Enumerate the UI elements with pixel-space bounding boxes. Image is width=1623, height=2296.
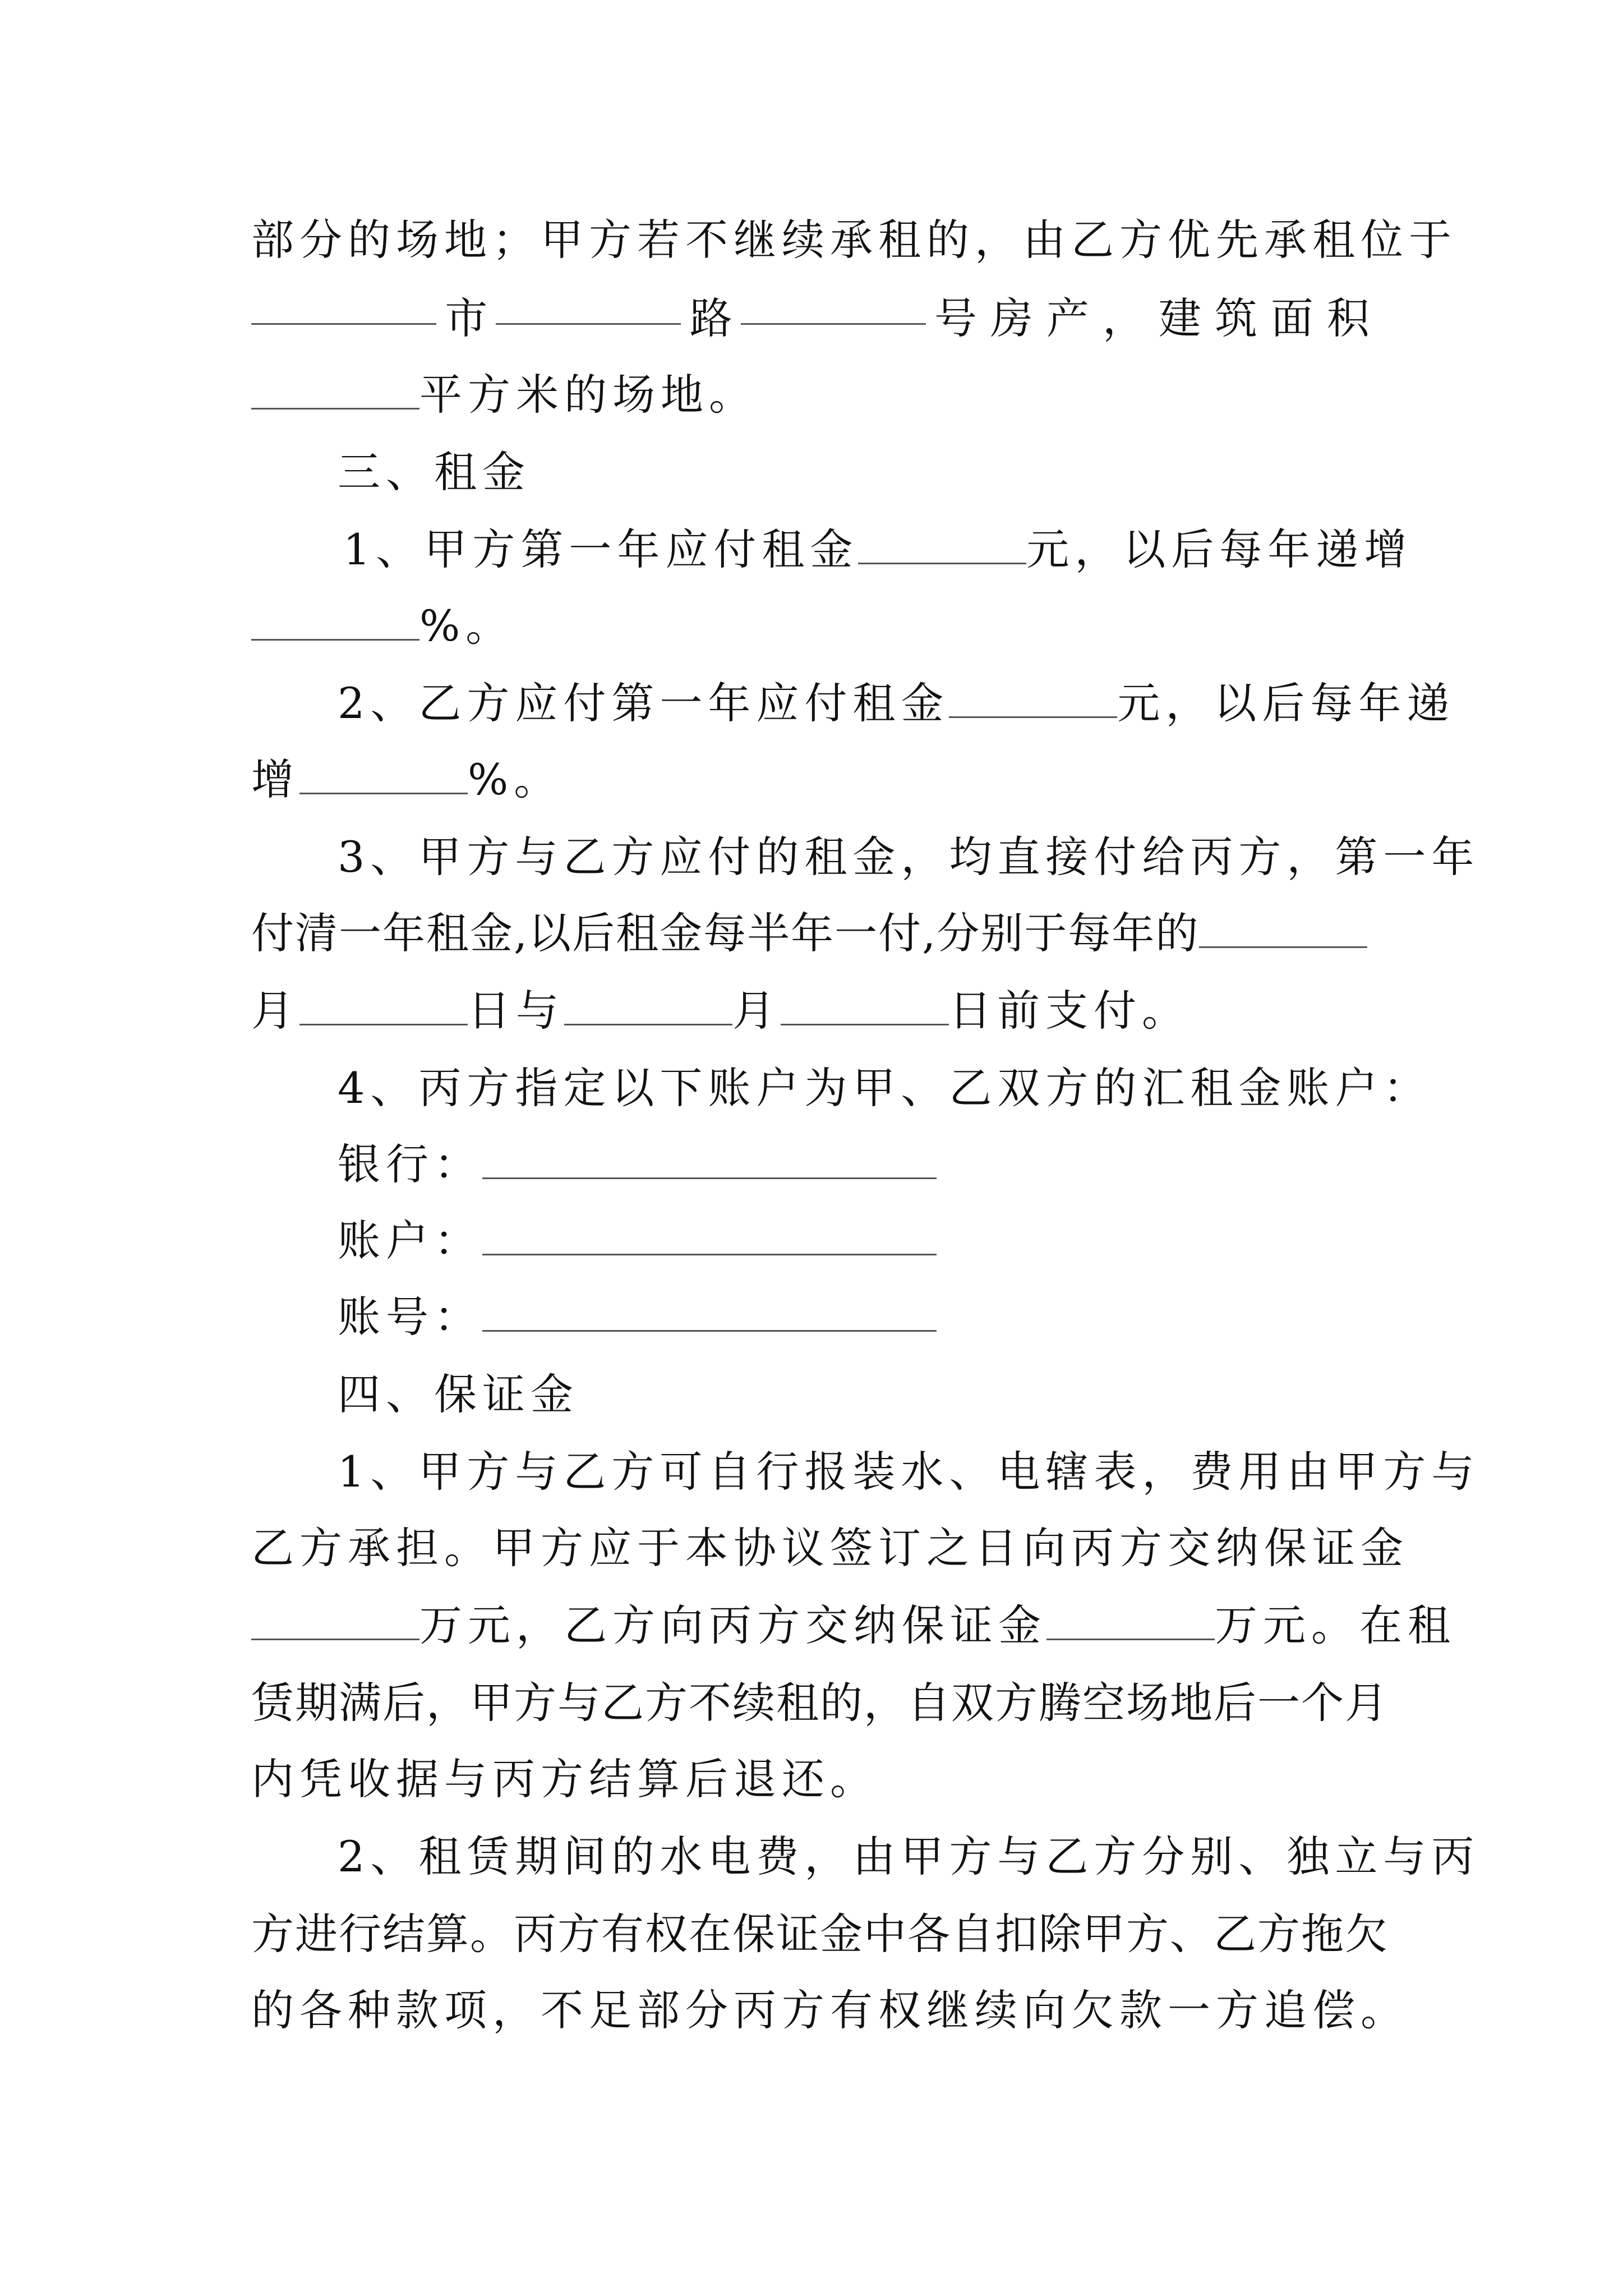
paragraph-line: 2、租赁期间的水电费，由甲方与乙方分别、独立与丙 xyxy=(338,1832,1480,1881)
blank-city[interactable] xyxy=(251,291,436,325)
paragraph-line: 内凭收据与丙方结算后退还。 xyxy=(251,1754,878,1804)
paragraph-line: 增 %。 xyxy=(251,754,562,804)
blank-deposit-b[interactable] xyxy=(1046,1606,1215,1640)
blank-road[interactable] xyxy=(496,291,681,325)
blank-area[interactable] xyxy=(251,375,419,409)
section-heading: 四、保证金 xyxy=(338,1369,579,1419)
paragraph-line: 方进行结算。丙方有权在保证金中各自扣除甲方、乙方拖欠 xyxy=(251,1909,1389,1959)
blank-rent-amount-b[interactable] xyxy=(949,684,1117,718)
paragraph-line: 1、甲方第一年应付租金 元，以后每年递增 xyxy=(343,524,1413,574)
paragraph-line: 平方米的场地。 xyxy=(251,367,1383,423)
paragraph-line: 1、甲方与乙方可自行报装水、电辖表，费用由甲方与 xyxy=(338,1447,1480,1497)
paragraph-line: 部分的场地；甲方若不继续承租的，由乙方优先承租位于 xyxy=(251,215,1457,265)
paragraph-line: 乙方承担。甲方应于本协议签订之日向丙方交纳保证金 xyxy=(251,1523,1409,1573)
blank-rent-amount-a[interactable] xyxy=(858,530,1026,564)
bank-input[interactable] xyxy=(482,1145,937,1179)
blank-pay-day-1[interactable] xyxy=(299,991,468,1025)
paragraph-line: %。 xyxy=(251,598,1383,654)
blank-pay-month-1[interactable] xyxy=(1199,914,1367,948)
blank-pay-day-2[interactable] xyxy=(781,991,949,1025)
blank-pay-month-2[interactable] xyxy=(564,991,732,1025)
paragraph-line: 4、丙方指定以下账户为甲、乙双方的汇租金账户： xyxy=(338,1063,1432,1113)
paragraph-line: 赁期满后，甲方与乙方不续租的，自双方腾空场地后一个月 xyxy=(251,1678,1389,1728)
blank-house-number[interactable] xyxy=(741,291,926,325)
paragraph-line: 月 日与 月 日前支付。 xyxy=(251,986,1190,1036)
paragraph-line: 付清一年租金,以后租金每半年一付,分别于每年的 xyxy=(251,905,1383,961)
bank-field: 银行： xyxy=(338,1137,1383,1193)
account-number-field: 账号： xyxy=(338,1289,1383,1345)
blank-deposit-a[interactable] xyxy=(251,1606,419,1640)
account-number-input[interactable] xyxy=(482,1297,937,1332)
paragraph-line: 3、甲方与乙方应付的租金，均直接付给丙方，第一年 xyxy=(338,832,1480,882)
account-name-field: 账户： xyxy=(338,1213,1383,1269)
blank-increase-a[interactable] xyxy=(251,606,419,641)
paragraph-line: 万元，乙方向丙方交纳保证金 万元。在租 xyxy=(251,1598,1383,1654)
section-heading: 三、租金 xyxy=(338,447,531,497)
account-name-input[interactable] xyxy=(482,1221,937,1255)
paragraph-line: 市 路 号房产，建筑面积 xyxy=(251,291,1383,347)
paragraph-line: 的各种款项，不足部分丙方有权继续向欠款一方追偿。 xyxy=(251,1985,1409,2035)
blank-increase-b[interactable] xyxy=(299,760,468,794)
paragraph-line: 2、乙方应付第一年应付租金 元，以后每年递 xyxy=(338,678,1455,728)
